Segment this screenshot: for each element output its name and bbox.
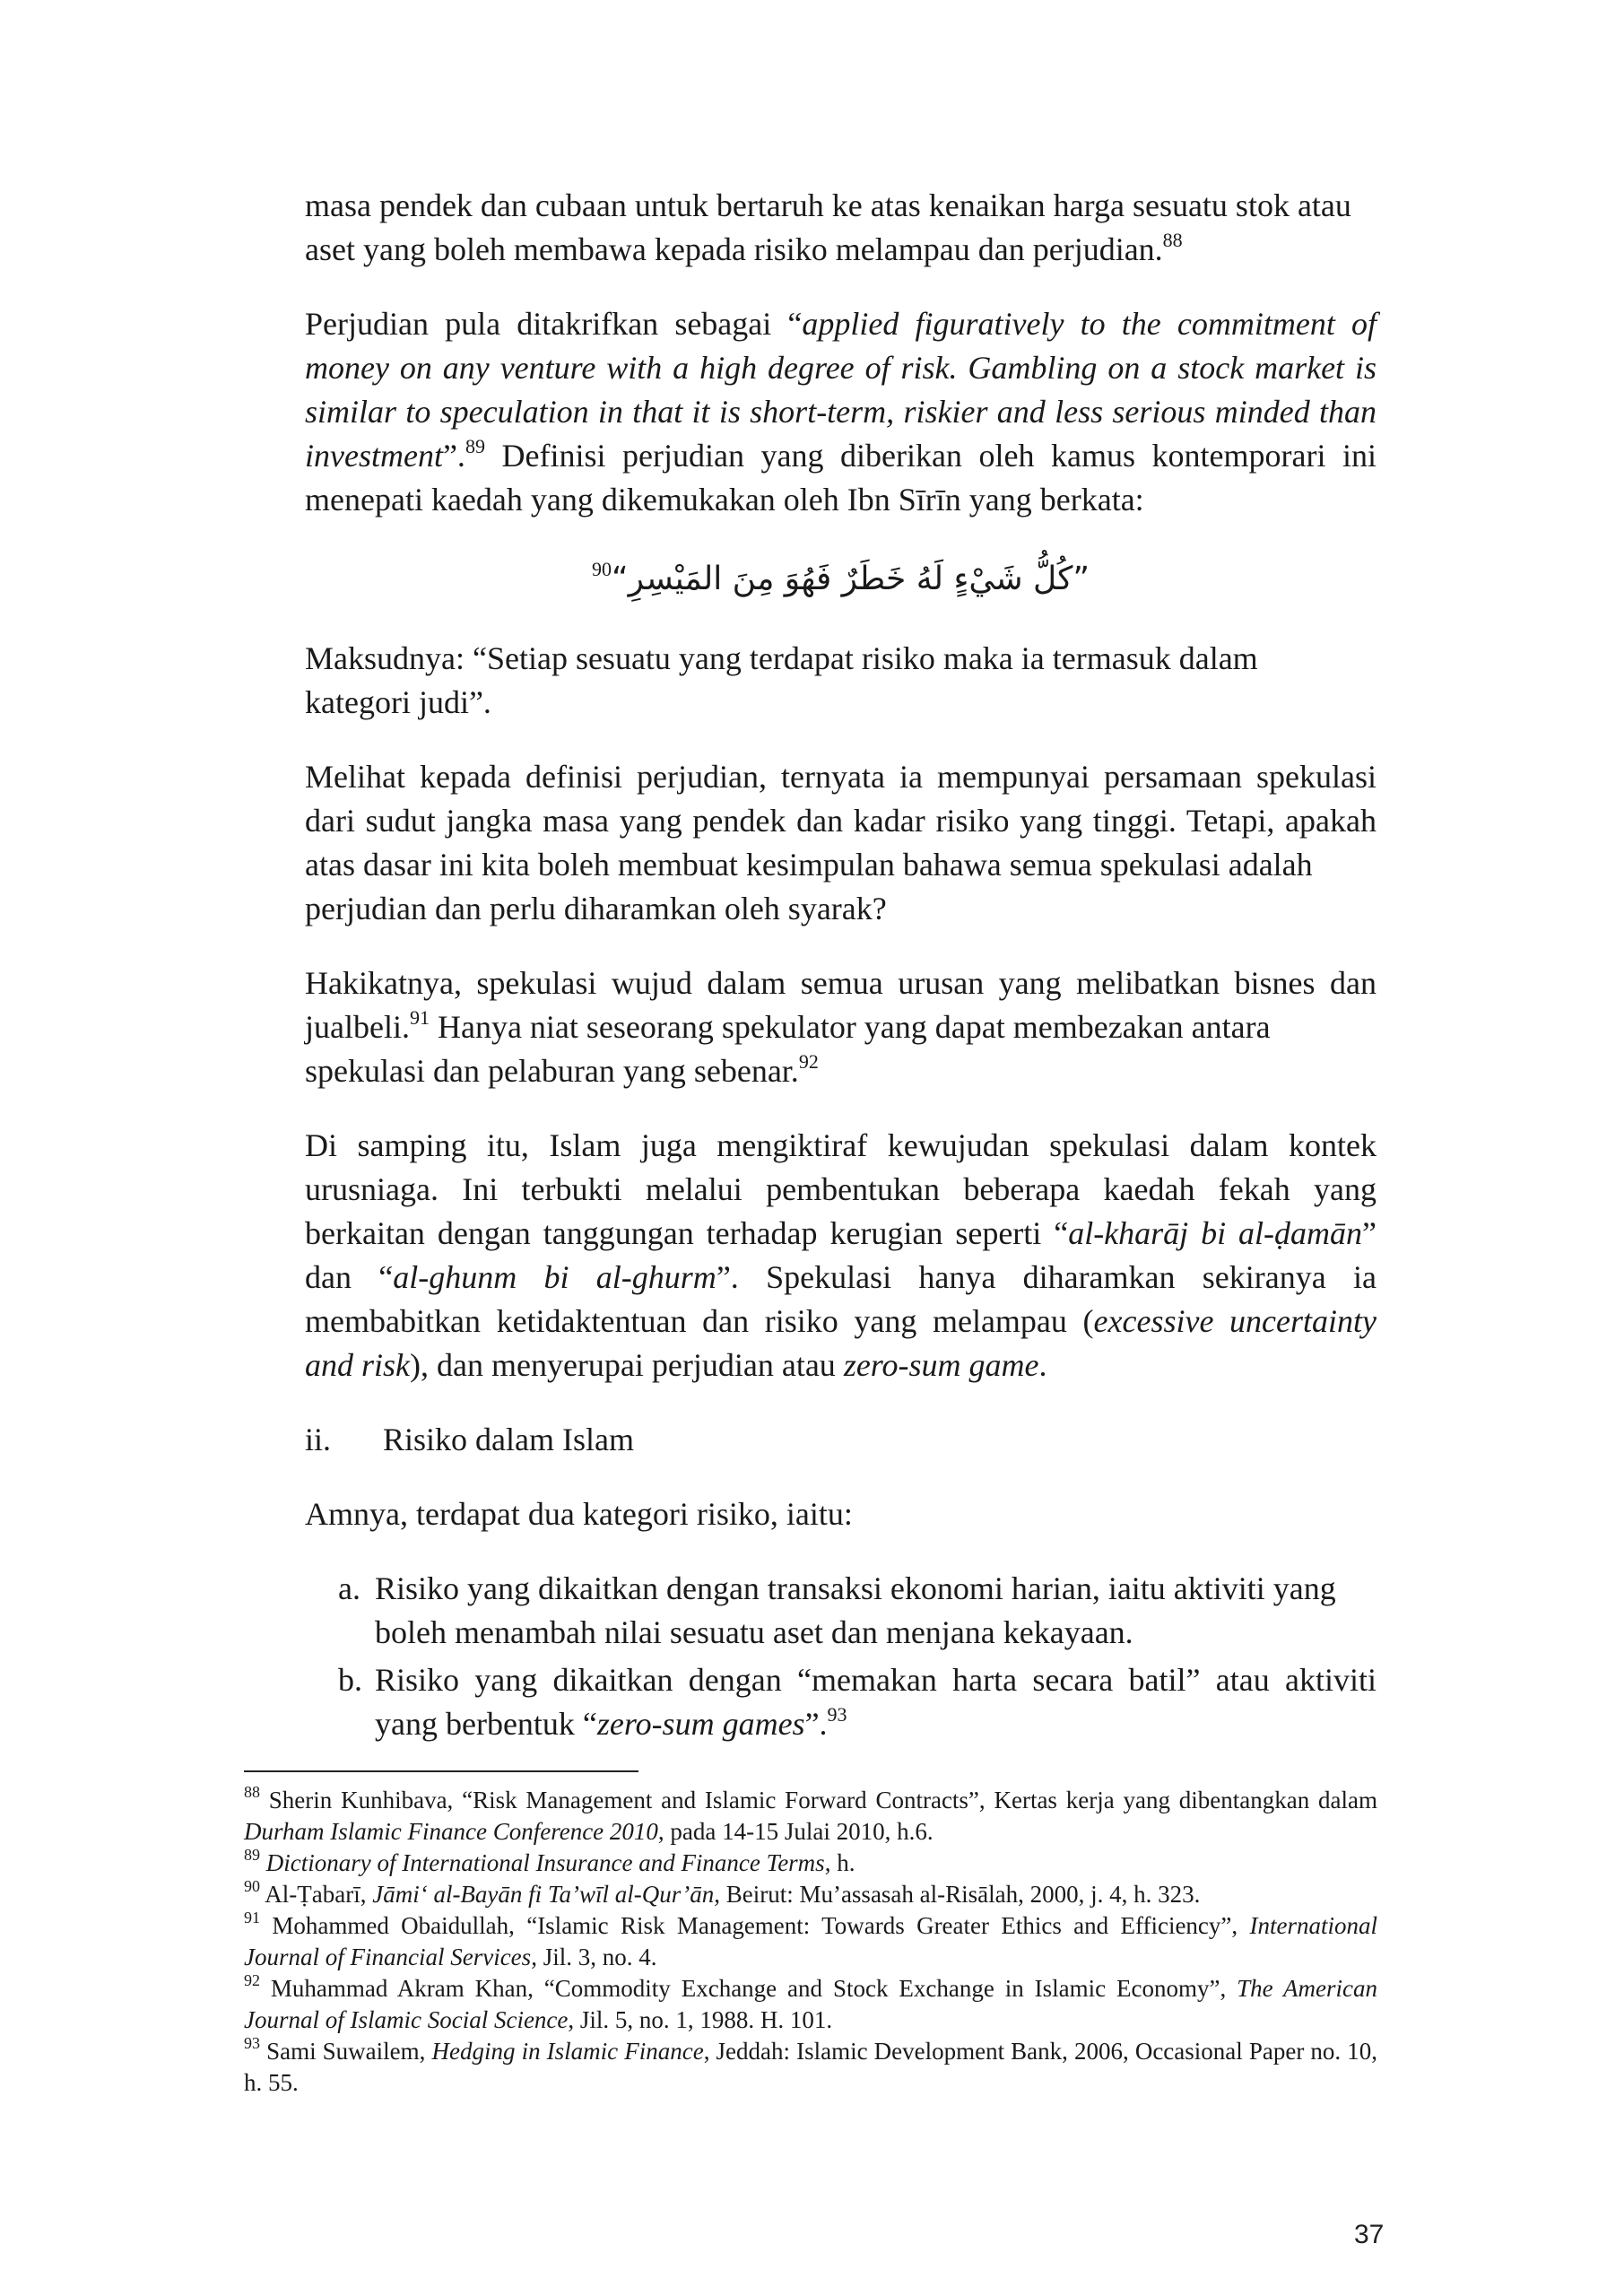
dictionary-quote: applied figuratively to the commitment of money on any venture with a high degree of risk. Gambling on a stock market is similar to speculation in that it is short-term, riskier and less serious minded than investment [305,306,1376,474]
page-body [305,184,1376,1750]
footnote-ref-88[interactable]: 88 [1162,229,1183,251]
footnote-divider [244,1770,638,1772]
list-item: b. Risiko yang dikaitkan dengan “memakan harta secara batil” atau aktiviti yang berbentuk “zero-sum games”.$^{93}$ [338,1662,1376,1742]
arabic-quote: ”كُلُّ شَيْءٍ لَهُ خَطَرٌ فَهُوَ مِنَ المَيْسِرِ“$^{90}$ [591,558,1090,597]
footnotes [244,1785,1377,2099]
paragraph-1: masa pendek dan cubaan untuk bertaruh ke atas kenaikan harga sesuatu stok atau aset yang boleh membawa kepada risiko melampau dan perjudian.$^{88}$ [305,187,1351,267]
paragraph-5: Hakikatnya, spekulasi wujud dalam semua urusan yang melibatkan bisnes dan jualbeli.$^{91}$ Hanya niat seseorang spekulator yang dapat membezakan antara spekulasi dan pelaburan yang sebenar.$^{92}$ [305,965,1376,1089]
footnote-ref-89[interactable]: 89 [465,435,485,457]
footnote-91: $^{91}$ Mohammed Obaidullah, “Islamic Risk Management: Towards Greater Ethics and Efficiency”, International Journal of Financial Services, Jil. 3, no. 4. [244,1909,1377,1970]
footnote-88: $^{88}$ Sherin Kunhibava, “Risk Management and Islamic Forward Contracts”, Kertas kerja yang dibentangkan dalam Durham Islamic Finance Conference 2010, pada 14-15 Julai 2010, h.6. [244,1783,1377,1845]
paragraph-6: Di samping itu, Islam juga mengiktiraf kewujudan spekulasi dalam kontek urusniaga. Ini terbukti melalui pembentukan beberapa kaedah fekah yang berkaitan dengan tanggungan terhadap kerugian seperti “al-kharāj bi al-ḍamān” dan “al-ghunm bi al-ghurm”. Spekulasi hanya diharamkan sekiranya ia membabitkan ketidaktentuan dan risiko yang melampau (excessive uncertainty and risk), dan menyerupai perjudian atau zero-sum game. [305,1127,1377,1383]
footnote-ref-91[interactable]: 91 [409,1006,430,1029]
footnote-90: $^{90}$ Al-Ṭabarī, Jāmi‘ al-Bayān fi Ta’wīl al-Qur’ān, Beirut: Mu’assasah al-Risālah, 2000, j. 4, h. 323. [244,1877,1201,1908]
section-heading: ii. Risiko dalam Islam [305,1422,634,1457]
footnote-92: $^{92}$ Muhammad Akram Khan, “Commodity Exchange and Stock Exchange in Islamic Economy”, The American Journal of Islamic Social Science, Jil. 5, no. 1, 1988. H. 101. [244,1971,1377,2033]
paragraph-7: Amnya, terdapat dua kategori risiko, iaitu: [305,1496,853,1532]
footnote-ref-90[interactable]: 90 [591,558,612,580]
paragraph-3: Maksudnya: “Setiap sesuatu yang terdapat risiko maka ia termasuk dalam kategori judi”. [305,640,1258,720]
risk-category-list [305,1567,1376,1746]
footnote-89: $^{89}$ Dictionary of International Insurance and Finance Terms, h. [244,1846,855,1876]
footnote-93: $^{93}$ Sami Suwailem, Hedging in Islamic Finance, Jeddah: Islamic Development Bank, 2006, Occasional Paper no. 10, h. 55. [244,2034,1377,2096]
footnote-ref-92[interactable]: 92 [798,1050,819,1073]
footnote-ref-93[interactable]: 93 [827,1703,847,1726]
page-number: 37 [1354,2220,1385,2249]
paragraph-4: Melihat kepada definisi perjudian, ternyata ia mempunyai persamaan spekulasi dari sudut jangka masa yang pendek dan kadar risiko yang tinggi. Tetapi, apakah atas dasar ini kita boleh membuat kesimpulan bahawa semua spekulasi adalah perjudian dan perlu diharamkan oleh syarak? [305,759,1376,926]
list-item: a. Risiko yang dikaitkan dengan transaksi ekonomi harian, iaitu aktiviti yang boleh menambah nilai sesuatu aset dan menjana kekayaan. [338,1570,1336,1650]
paragraph-2: Perjudian pula ditakrifkan sebagai “applied figuratively to the commitment of money on any venture with a high degree of risk. Gambling on a stock market is similar to speculation in that it is short-term, riskier and less serious minded than investment”.$^{89}$ Definisi perjudian yang diberikan oleh kamus kontemporari ini menepati kaedah yang dikemukakan oleh Ibn Sīrīn yang berkata: [305,306,1376,517]
